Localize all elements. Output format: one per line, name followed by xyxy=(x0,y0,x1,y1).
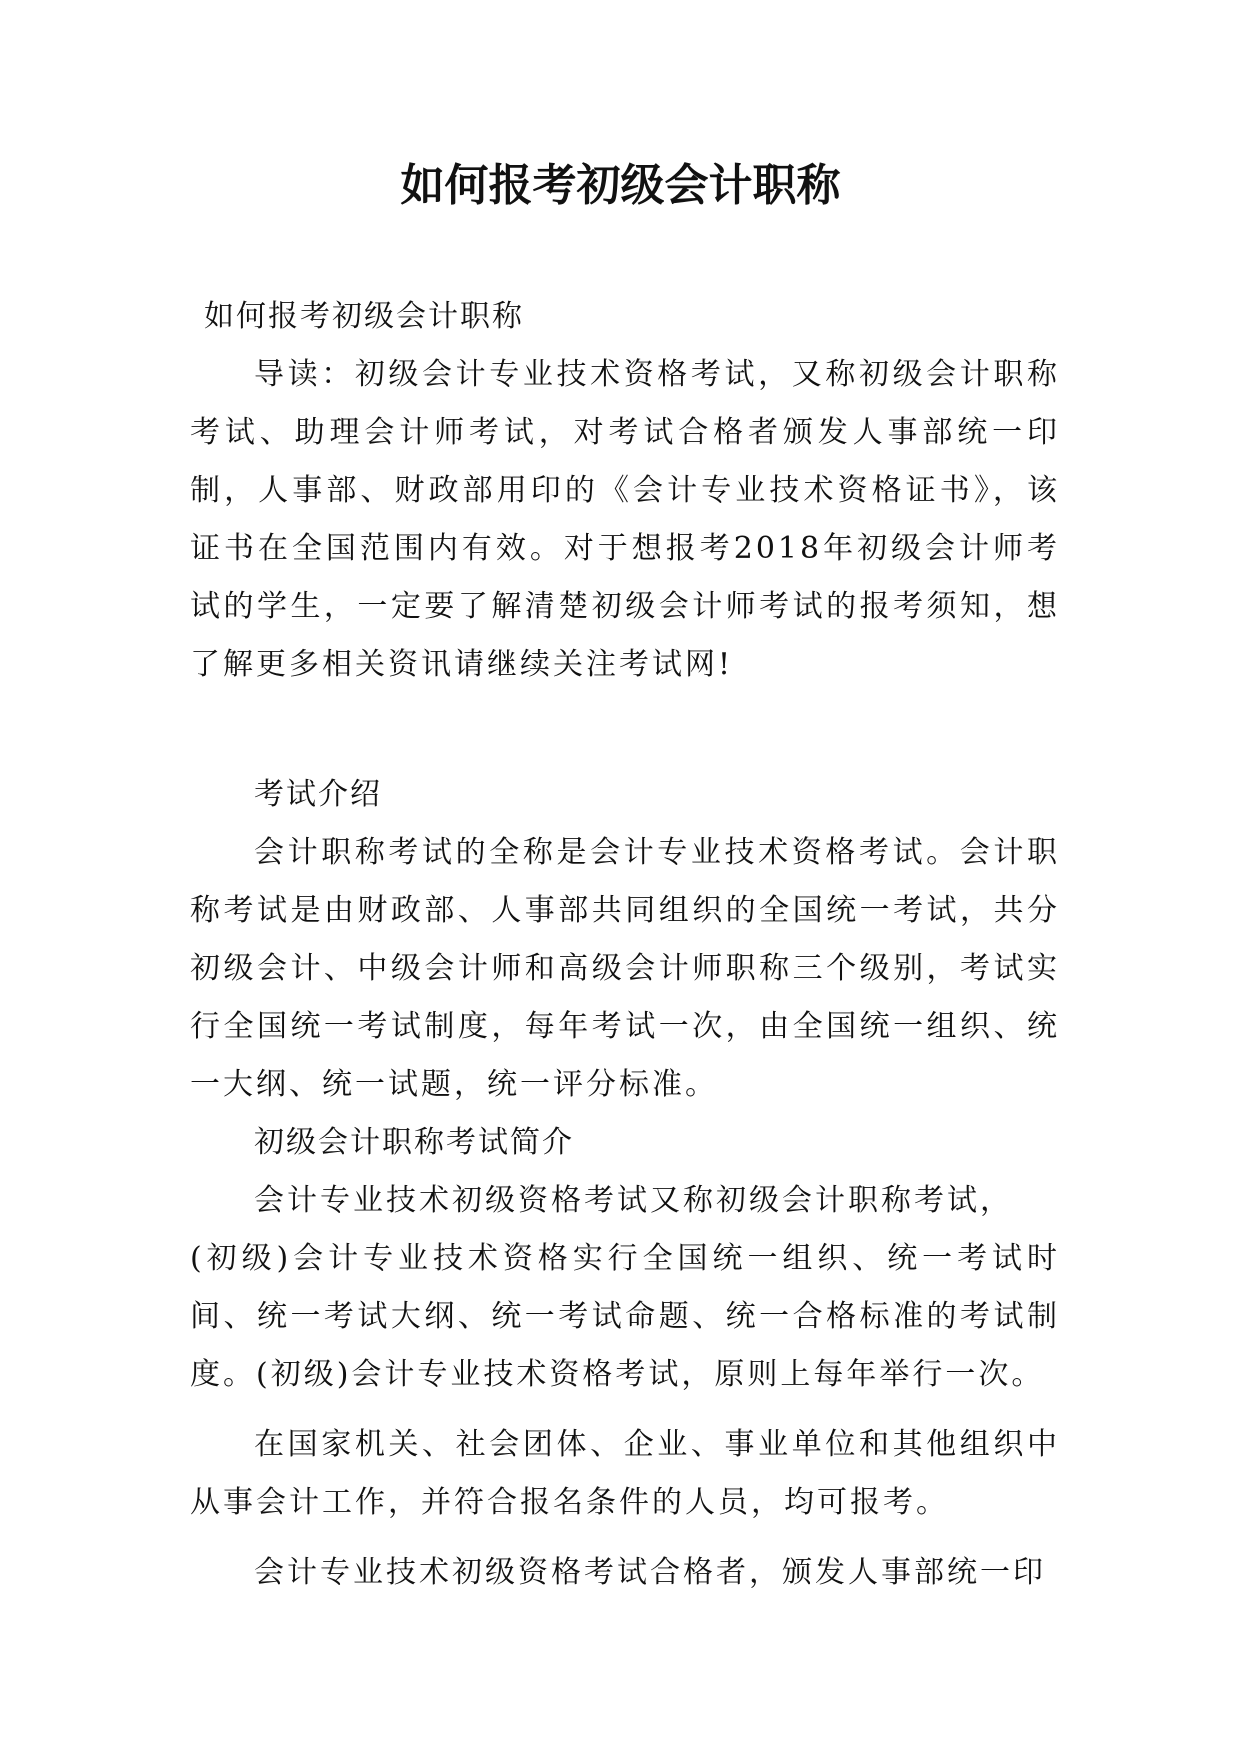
document-subtitle: 如何报考初级会计职称 xyxy=(204,299,524,334)
section-heading-junior-exam: 初级会计职称考试简介 xyxy=(254,1125,574,1160)
eligibility-paragraph: 在国家机关、社会团体、企业、事业单位和其他组织中从事会计工作，并符合报名条件的人员，均可报考。 xyxy=(190,1427,1060,1520)
document-body xyxy=(190,288,1060,1602)
spacer xyxy=(190,694,1060,766)
spacer xyxy=(190,1404,1060,1416)
intro-paragraph: 导读：初级会计专业技术资格考试，又称初级会计职称考试、助理会计师考试，对考试合格者颁发人事部统一印制，人事部、财政部用印的《会计专业技术资格证书》，该证书在全国范围内有效。对于想报考2018年初级会计师考试的学生，一定要了解清楚初级会计师考试的报考须知，想了解更多相关资讯请继续关注考试网! xyxy=(190,357,1060,682)
section-heading-exam-intro: 考试介绍 xyxy=(254,777,382,812)
spacer xyxy=(190,1532,1060,1544)
junior-exam-paragraph-rest: (初级)会计专业技术资格实行全国统一组织、统一考试时间、统一考试大纲、统一考试命题、统一合格标准的考试制度。(初级)会计专业技术资格考试，原则上每年举行一次。 xyxy=(190,1241,1060,1392)
exam-intro-paragraph: 会计职称考试的全称是会计专业技术资格考试。会计职称考试是由财政部、人事部共同组织的全国统一考试，共分初级会计、中级会计师和高级会计师职称三个级别，考试实行全国统一考试制度，每年考试一次，由全国统一组织、统一大纲、统一试题，统一评分标准。 xyxy=(190,835,1060,1102)
junior-exam-paragraph-line1: 会计专业技术初级资格考试又称初级会计职称考试， xyxy=(254,1183,1013,1218)
certificate-paragraph: 会计专业技术初级资格考试合格者，颁发人事部统一印 xyxy=(254,1555,1046,1590)
document-title: 如何报考初级会计职称 xyxy=(400,160,841,211)
